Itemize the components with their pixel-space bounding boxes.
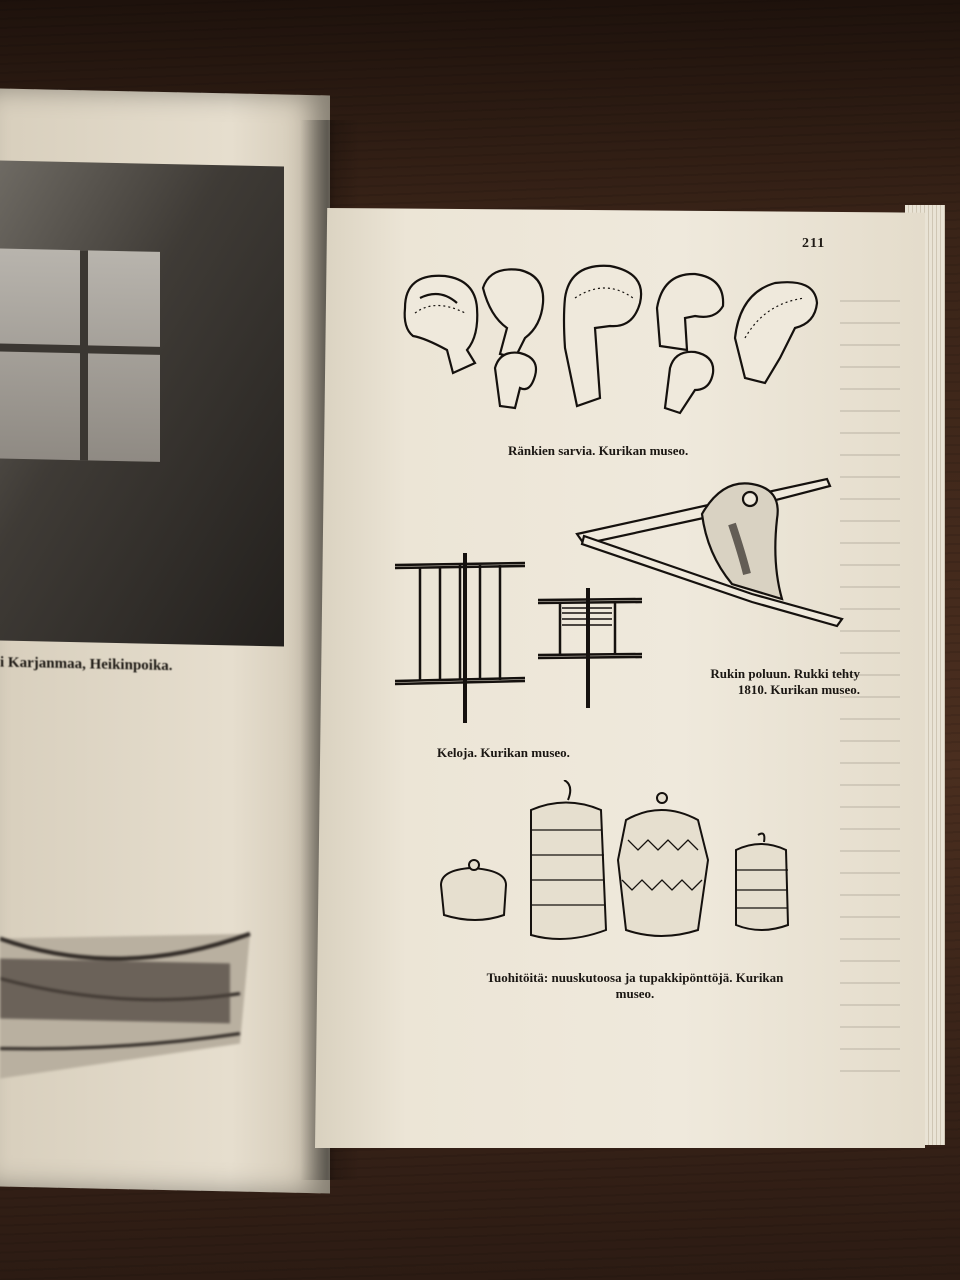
tobacco-jar-2 (618, 810, 708, 936)
spinning-wheel-caption-line1: Rukin poluun. Rukki tehty (710, 666, 860, 681)
horn-5 (735, 282, 817, 383)
reels-caption: Keloja. Kurikan museo. (437, 745, 570, 760)
left-page-photo (0, 161, 284, 647)
page-number: 211 (802, 236, 826, 251)
horn-1 (405, 276, 478, 373)
reel-1-top-bar (395, 563, 525, 565)
tobacco-jar-3 (736, 844, 788, 930)
tobacco-jar-1 (531, 803, 606, 940)
left-page (0, 89, 330, 1194)
left-page-trough-sketch (0, 919, 255, 1104)
horn-3 (564, 266, 641, 406)
horns-caption: Ränkien sarvia. Kurikan museo. (508, 443, 689, 458)
birch-bark-caption (440, 970, 830, 1002)
left-photo-caption: i Karjanmaa, Heikinpoika. (0, 654, 173, 675)
reels-illustration (390, 553, 660, 728)
horn-7 (665, 352, 713, 413)
spinning-wheel-caption-line2: 1810. Kurikan museo. (737, 682, 860, 697)
horn-2 (483, 269, 543, 358)
spinning-wheel-caption (660, 666, 860, 698)
birch-bark-caption-line1: Tuohitöitä: nuuskutoosa ja tupakkipönttöjä. Kurikan (486, 970, 784, 985)
birch-bark-caption-line2: museo. (615, 986, 655, 1001)
snuff-box (441, 868, 506, 920)
horn-4 (657, 274, 723, 350)
horn-illustrations (395, 258, 825, 428)
photo-window (0, 249, 160, 462)
birch-bark-items-illustration (436, 780, 796, 950)
horn-6 (495, 353, 536, 408)
